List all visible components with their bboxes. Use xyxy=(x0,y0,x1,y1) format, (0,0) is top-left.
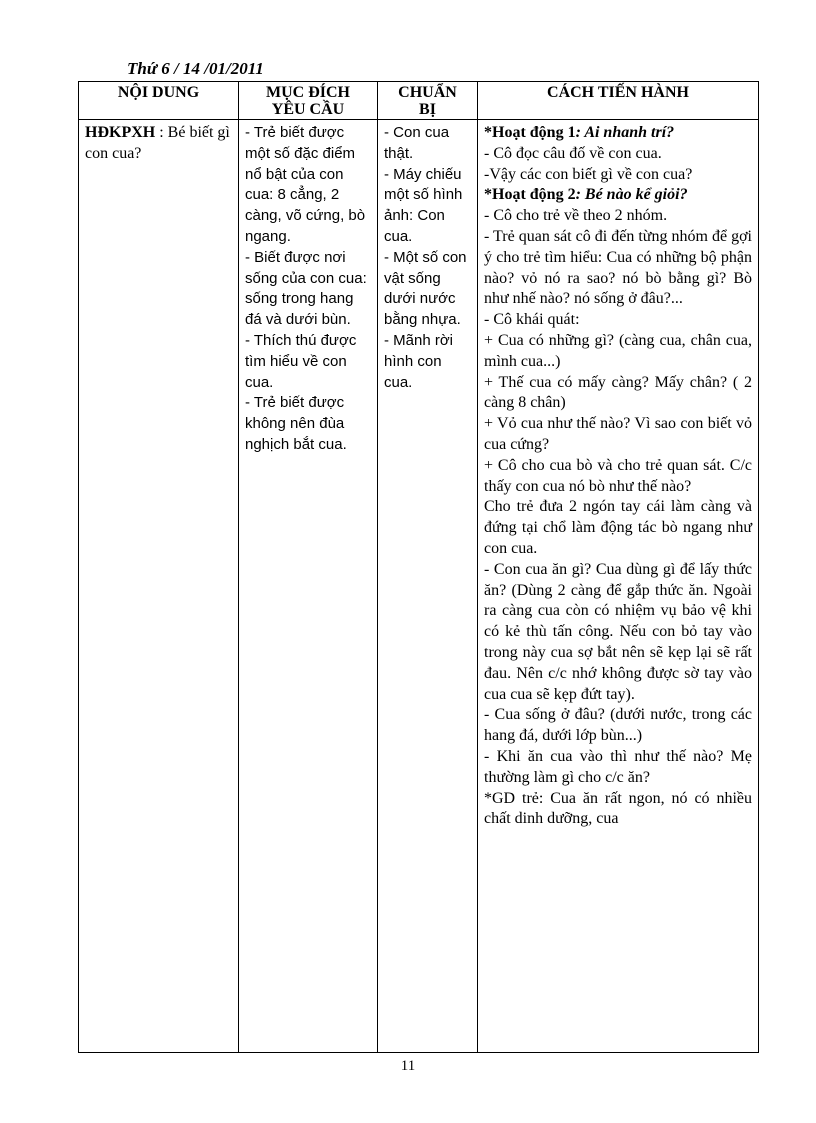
step-line: + Vỏ cua như thế nào? Vì sao con biết vỏ cua cứng? xyxy=(484,415,752,453)
step-line: - Con cua ăn gì? Cua dùng gì để lấy thức ăn? (Dùng 2 càng để gắp thức ăn. Ngoài ra càng cua còn có nhiệm vụ bảo vệ khi có kẻ thù tấn công. Nếu con bỏ tay vào trong này cua sợ bắt nên sẽ kẹp lại sẽ rất đau. Nên c/c nhớ không được sờ tay vào cua cua sẽ kẹp đứt tay). xyxy=(484,560,752,703)
header-muc-dich: MỤC ĐÍCH YÊU CẦU xyxy=(239,82,378,120)
table-row xyxy=(79,120,759,1053)
lesson-plan-table xyxy=(78,81,759,1053)
cell-muc-dich: - Trẻ biết được một số đặc điểm nổ bật của con cua: 8 cẳng, 2 càng, võ cứng, bò ngang. - Biết được nơi sống của con cua: sống trong hang đá và dưới bùn. - Thích thú được tìm hiểu về con cua. - Trẻ biết được không nên đùa nghịch bắt cua. xyxy=(239,120,378,1053)
step-line: - Cô cho trẻ về theo 2 nhóm. xyxy=(484,207,668,225)
activity-code: HĐKPXH xyxy=(85,124,156,141)
cell-cach-tien-hanh xyxy=(478,120,759,1053)
activity-1-heading: *Hoạt động 1: Ai nhanh trí? xyxy=(484,124,675,141)
header-noi-dung: NỘI DUNG xyxy=(79,82,239,120)
activity-2-heading: *Hoạt động 2: Bé nào kể giỏi? xyxy=(484,186,688,204)
step-line: - Khi ăn cua vào thì như thế nào? Mẹ thường làm gì cho c/c ăn? xyxy=(484,747,752,786)
step-line: + Thế cua có mấy càng? Mấy chân? ( 2 càng 8 chân) xyxy=(484,373,752,412)
step-line: Cho trẻ đưa 2 ngón tay cái làm càng và đứng tại chổ làm động tác bò ngang như con cua. xyxy=(484,498,752,557)
step-line: + Cô cho cua bò và cho trẻ quan sát. C/c thấy con cua nó bò như thế nào? xyxy=(484,456,752,495)
step-line: + Cua có những gì? (càng cua, chân cua, mình cua...) xyxy=(484,331,752,370)
step-line: - Cô khái quát: xyxy=(484,311,580,329)
step-line: - Trẻ quan sát cô đi đến từng nhóm để gợi ý cho trẻ tìm hiểu: Cua có những bộ phận nào? vỏ nó ra sao? nó bò bằng gì? Bò như nhế nào? nó sống ở đâu?... xyxy=(484,227,752,308)
step-line: - Cô đọc câu đố về con cua. xyxy=(484,144,662,162)
table-header-row xyxy=(79,82,759,120)
cell-noi-dung xyxy=(79,120,239,1053)
step-line: -Vậy các con biết gì về con cua? xyxy=(484,165,693,183)
step-line: *GD trẻ: Cua ăn rất ngon, nó có nhiều chất dinh dưỡng, cua xyxy=(484,789,752,828)
page-number: 11 xyxy=(400,1058,416,1074)
date-heading: Thứ 6 / 14 /01/2011 xyxy=(127,59,264,78)
header-chuan-bi: CHUẨN BỊ xyxy=(378,82,478,120)
header-cach-tien-hanh: CÁCH TIẾN HÀNH xyxy=(478,82,759,120)
cell-chuan-bi: - Con cua thật. - Máy chiếu một số hình ảnh: Con cua. - Một số con vật sống dưới nước bằng nhựa. - Mãnh rời hình con cua. xyxy=(378,120,478,1053)
activity-title: : Bé biết gì con cua? xyxy=(85,124,230,162)
step-line: - Cua sống ở đâu? (dưới nước, trong các hang đá, dưới lớp bùn...) xyxy=(484,706,752,745)
